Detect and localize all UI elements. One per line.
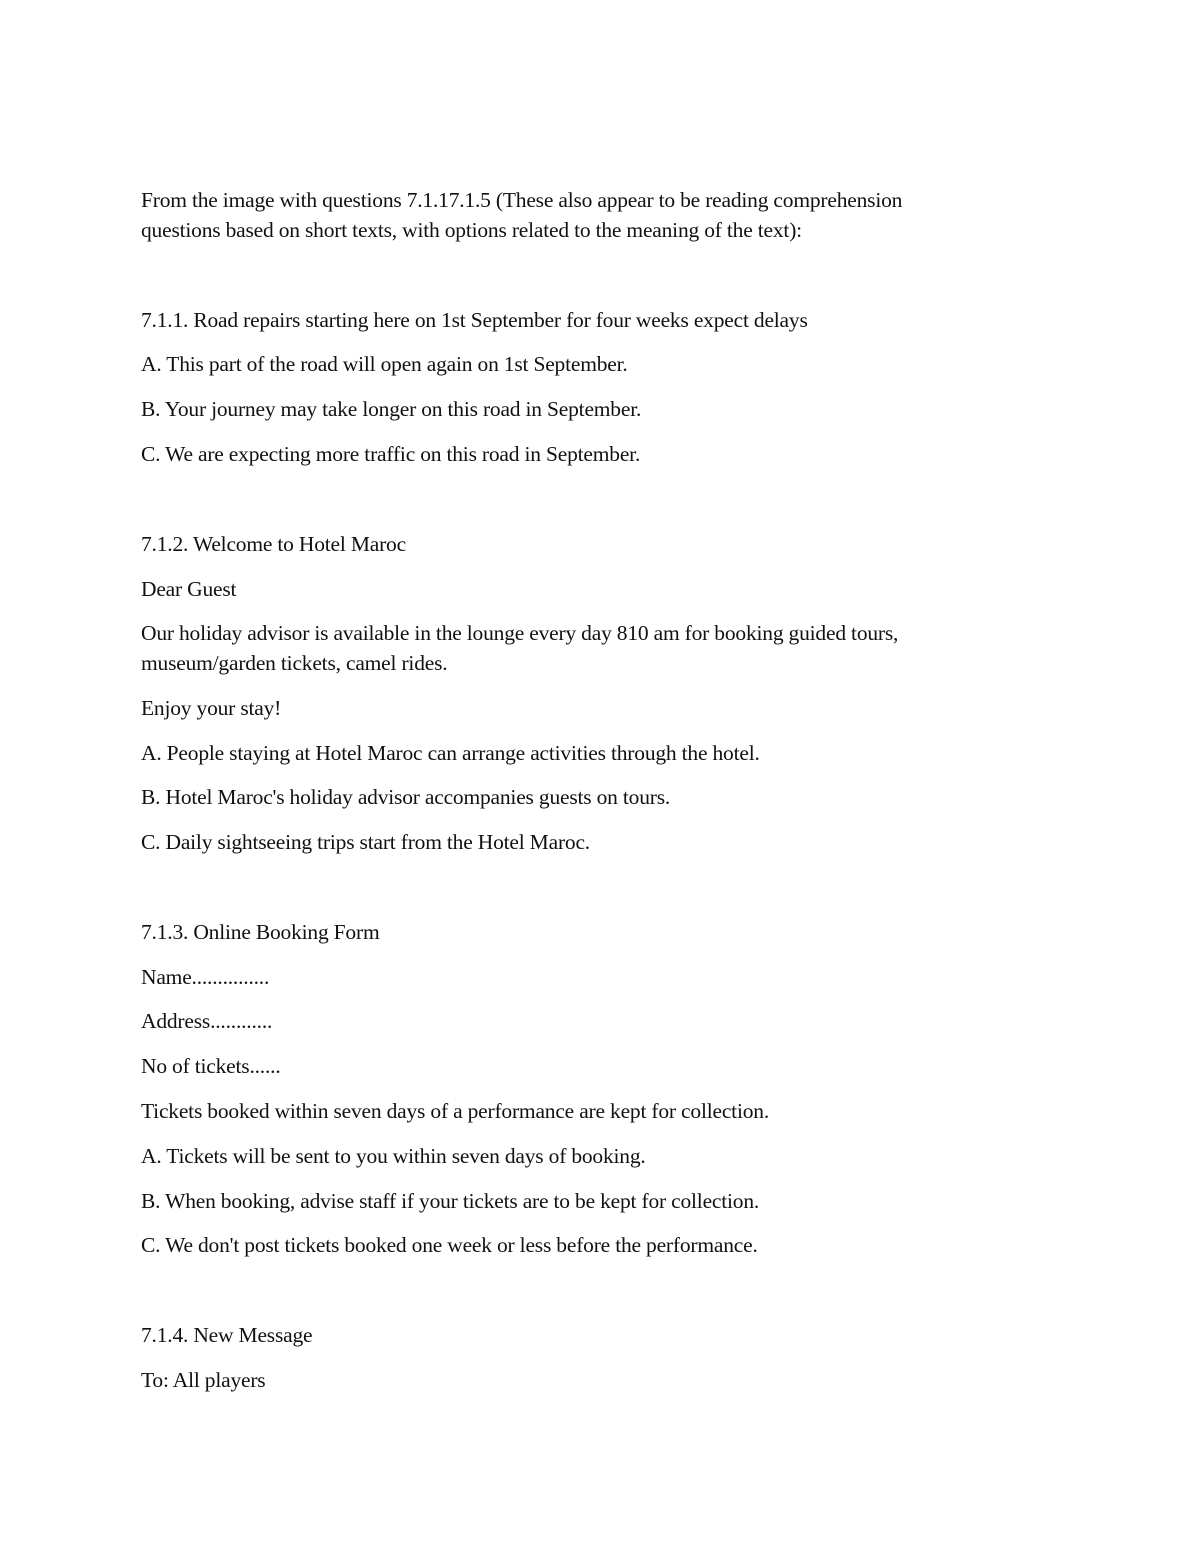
- question-7-1-3-field-address: Address............: [141, 1009, 273, 1033]
- question-7-1-1-option-a: A. This part of the road will open again on 1st September.: [141, 352, 628, 376]
- question-7-1-2-option-a: A. People staying at Hotel Maroc can arrange activities through the hotel.: [141, 741, 760, 765]
- question-7-1-2-option-b: B. Hotel Maroc's holiday advisor accompanies guests on tours.: [141, 785, 671, 809]
- question-7-1-2-body-line-1: Our holiday advisor is available in the lounge every day 810 am for booking guided tours,: [141, 621, 899, 645]
- question-7-1-3-option-a: A. Tickets will be sent to you within seven days of booking.: [141, 1144, 646, 1168]
- question-7-1-3-field-name: Name...............: [141, 965, 270, 989]
- question-7-1-3-note: Tickets booked within seven days of a performance are kept for collection.: [141, 1099, 770, 1123]
- question-7-1-3-option-c: C. We don't post tickets booked one week or less before the performance.: [141, 1233, 758, 1257]
- question-7-1-2-closing: Enjoy your stay!: [141, 696, 282, 720]
- intro-line-2: questions based on short texts, with options related to the meaning of the text):: [141, 218, 802, 242]
- question-7-1-2-option-c: C. Daily sightseeing trips start from the Hotel Maroc.: [141, 830, 590, 854]
- question-7-1-2-body-line-2: museum/garden tickets, camel rides.: [141, 651, 448, 675]
- intro-line-1: From the image with questions 7.1.17.1.5 (These also appear to be reading comprehension: [141, 188, 903, 212]
- question-7-1-2-greeting: Dear Guest: [141, 577, 237, 601]
- question-7-1-3-option-b: B. When booking, advise staff if your tickets are to be kept for collection.: [141, 1189, 760, 1213]
- question-7-1-4-heading: 7.1.4. New Message: [141, 1323, 313, 1347]
- question-7-1-1-option-b: B. Your journey may take longer on this road in September.: [141, 397, 642, 421]
- question-7-1-3-field-tickets: No of tickets......: [141, 1054, 281, 1078]
- question-7-1-1-option-c: C. We are expecting more traffic on this road in September.: [141, 442, 641, 466]
- question-7-1-3-heading: 7.1.3. Online Booking Form: [141, 920, 380, 944]
- question-7-1-2-heading: 7.1.2. Welcome to Hotel Maroc: [141, 532, 406, 556]
- question-7-1-4-to: To: All players: [141, 1368, 266, 1392]
- question-7-1-1-heading: 7.1.1. Road repairs starting here on 1st September for four weeks expect delays: [141, 308, 808, 332]
